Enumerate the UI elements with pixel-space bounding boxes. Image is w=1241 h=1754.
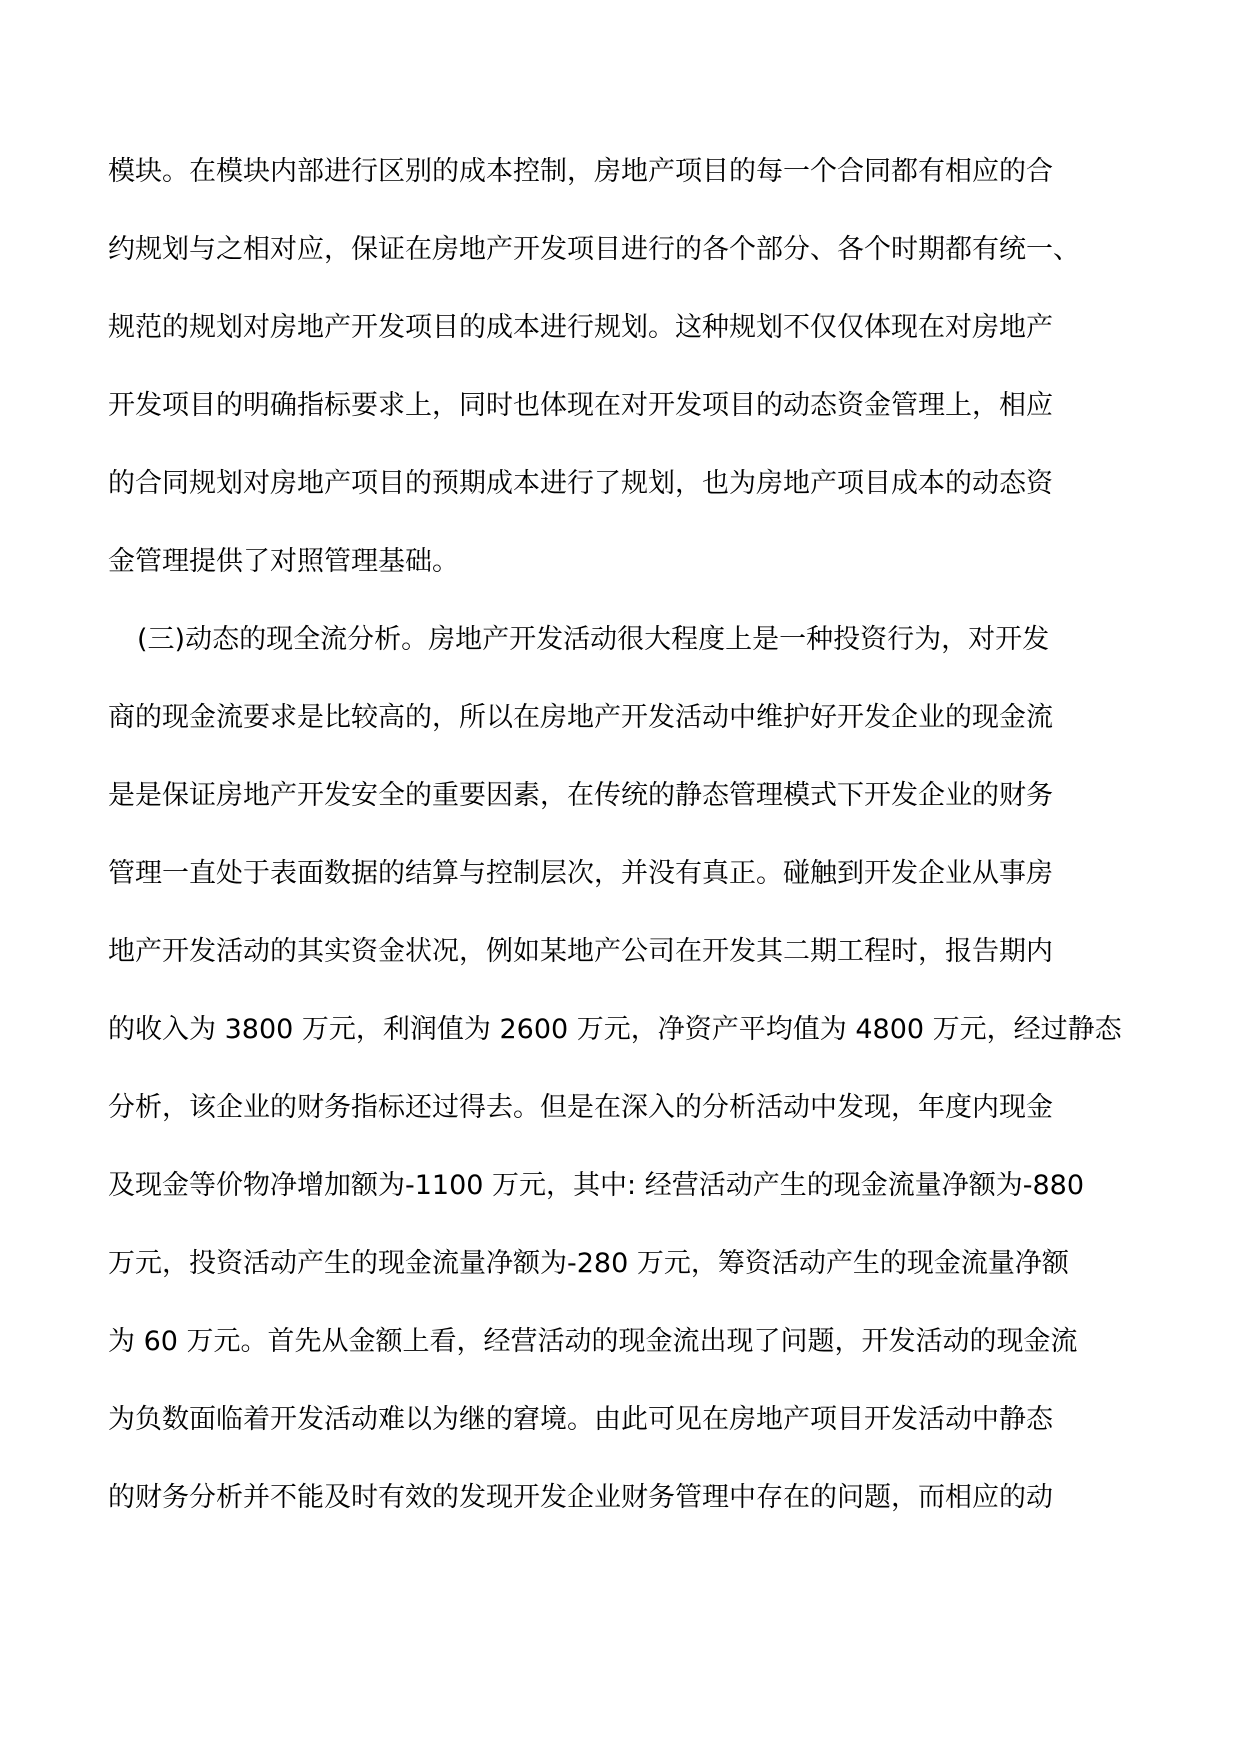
text-line-14: 及现金等价物净增加额为-1100 万元，其中: 经营活动产生的现金流量净额为-880 [108,1170,1084,1201]
text-line-10: 管理一直处于表面数据的结算与控制层次，并没有真正。碰触到开发企业从事房 [108,858,1053,889]
text-line-2: 约规划与之相对应，保证在房地产开发项目进行的各个部分、各个时期都有统一、 [108,234,1080,265]
text-line-17: 为负数面临着开发活动难以为继的窘境。由此可见在房地产项目开发活动中静态 [108,1404,1053,1435]
text-line-4: 开发项目的明确指标要求上，同时也体现在对开发项目的动态资金管理上，相应 [108,390,1053,421]
text-line-16: 为 60 万元。首先从金额上看，经营活动的现金流出现了问题，开发活动的现金流 [108,1326,1078,1357]
text-line-9: 是是保证房地产开发安全的重要因素，在传统的静态管理模式下开发企业的财务 [108,780,1053,811]
text-line-3: 规范的规划对房地产开发项目的成本进行规划。这种规划不仅仅体现在对房地产 [108,312,1053,343]
section-heading-line: (三)动态的现全流分析。房地产开发活动很大程度上是一种投资行为，对开发 [137,624,1050,655]
text-line-8: 商的现金流要求是比较高的，所以在房地产开发活动中维护好开发企业的现金流 [108,702,1053,733]
text-line-6: 金管理提供了对照管理基础。 [108,546,459,577]
text-line-12: 的收入为 3800 万元，利润值为 2600 万元，净资产平均值为 4800 万元，经过静态 [108,1014,1122,1045]
text-line-1: 模块。在模块内部进行区别的成本控制，房地产项目的每一个合同都有相应的合 [108,156,1053,187]
text-line-13: 分析，该企业的财务指标还过得去。但是在深入的分析活动中发现，年度内现金 [108,1092,1053,1123]
text-line-18: 的财务分析并不能及时有效的发现开发企业财务管理中存在的问题，而相应的动 [108,1482,1053,1513]
text-line-15: 万元，投资活动产生的现金流量净额为-280 万元，筹资活动产生的现金流量净额 [108,1248,1069,1279]
text-line-5: 的合同规划对房地产项目的预期成本进行了规划，也为房地产项目成本的动态资 [108,468,1053,499]
text-line-11: 地产开发活动的其实资金状况，例如某地产公司在开发其二期工程时，报告期内 [108,936,1053,967]
